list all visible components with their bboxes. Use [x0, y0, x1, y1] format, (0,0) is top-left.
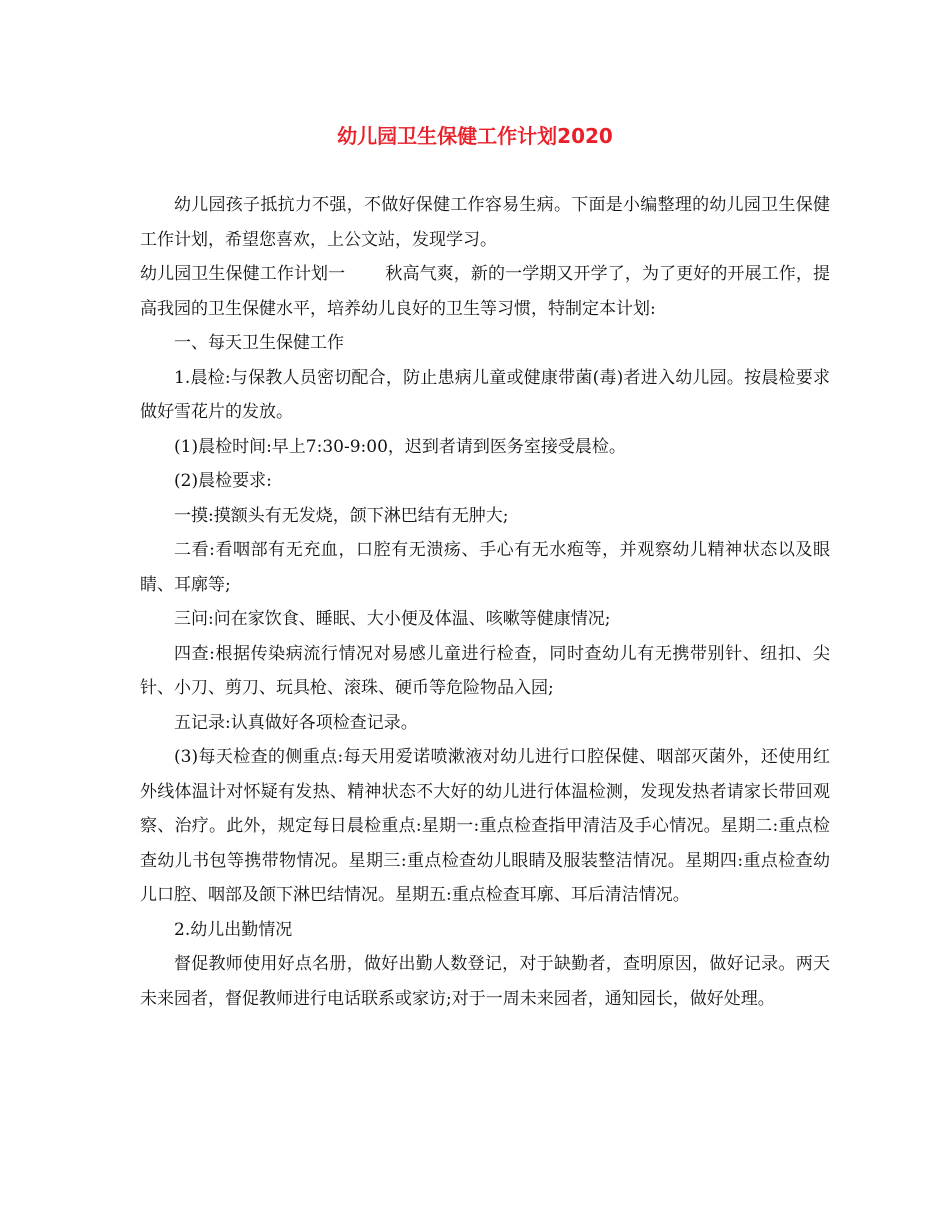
paragraph-text: 二看:看咽部有无充血，口腔有无溃疡、手心有无水疱等，并观察幼儿精神状态以及眼睛、耳廓等; [140, 540, 830, 595]
paragraph [140, 637, 830, 706]
paragraph [140, 706, 830, 741]
paragraph-text: 1.晨检:与保教人员密切配合，防止患病儿童或健康带菌(毒)者进入幼儿园。按晨检要求做好雪花片的发放。 [140, 367, 830, 422]
paragraph-text: 三问:问在家饮食、睡眠、大小便及体温、咳嗽等健康情况; [174, 609, 611, 629]
paragraph-text: 一、每天卫生保健工作 [174, 333, 344, 353]
paragraph [140, 602, 830, 637]
document-body [140, 188, 830, 1016]
paragraph [140, 464, 830, 499]
paragraph [140, 913, 830, 948]
paragraph-lead: 幼儿园卫生保健工作计划一 [140, 264, 346, 284]
paragraph-text: 督促教师使用好点名册，做好出勤人数登记，对于缺勤者，查明原因，做好记录。两天未来园者，督促教师进行电话联系或家访;对于一周未来园者，通知园长，做好处理。 [140, 954, 830, 1009]
paragraph [140, 740, 830, 913]
paragraph [140, 533, 830, 602]
paragraph-text: 一摸:摸额头有无发烧，颌下淋巴结有无肿大; [174, 505, 509, 526]
paragraph [140, 188, 830, 257]
paragraph-text: 四查:根据传染病流行情况对易感儿童进行检查，同时查幼儿有无携带别针、纽扣、尖针、小刀、剪刀、玩具枪、滚珠、硬币等危险物品入园; [140, 643, 830, 698]
paragraph-text: (1)晨检时间:早上7:30-9:00，迟到者请到医务室接受晨检。 [174, 436, 626, 457]
paragraph [140, 361, 830, 430]
paragraph-text: 五记录:认真做好各项检查记录。 [174, 712, 418, 733]
paragraph-text: (3)每天检查的侧重点:每天用爱诺喷漱液对幼儿进行口腔保健、咽部灭菌外，还使用红外线体温计对怀疑有发热、精神状态不大好的幼儿进行体温检测，发现发热者请家长带回观察、治疗。此外，规定每日晨检重点:星期一:重点检查指甲清洁及手心情况。星期二:重点检查幼儿书包等携带物情况。星期三:重点检查幼儿眼睛及服装整洁情况。星期四:重点检查幼儿口腔、咽部及颌下淋巴结情况。星期五:重点检查耳廓、耳后清洁情况。 [140, 747, 830, 905]
paragraph [140, 326, 830, 361]
paragraph [140, 947, 830, 1016]
paragraph-text: 秋高气爽，新的一学期又开学了，为了更好的开展工作，提高我园的卫生保健水平，培养幼儿良好的卫生等习惯，特制定本计划: [140, 264, 831, 319]
paragraph [140, 430, 830, 465]
paragraph [140, 257, 830, 326]
paragraph-text: (2)晨检要求: [174, 471, 272, 491]
paragraph [140, 499, 830, 534]
paragraph-text: 幼儿园孩子抵抗力不强，不做好保健工作容易生病。下面是小编整理的幼儿园卫生保健工作计划，希望您喜欢，上公文站，发现学习。 [140, 195, 830, 250]
paragraph-text: 2.幼儿出勤情况 [174, 919, 293, 940]
document-title: 幼儿园卫生保健工作计划2020 [337, 124, 613, 148]
